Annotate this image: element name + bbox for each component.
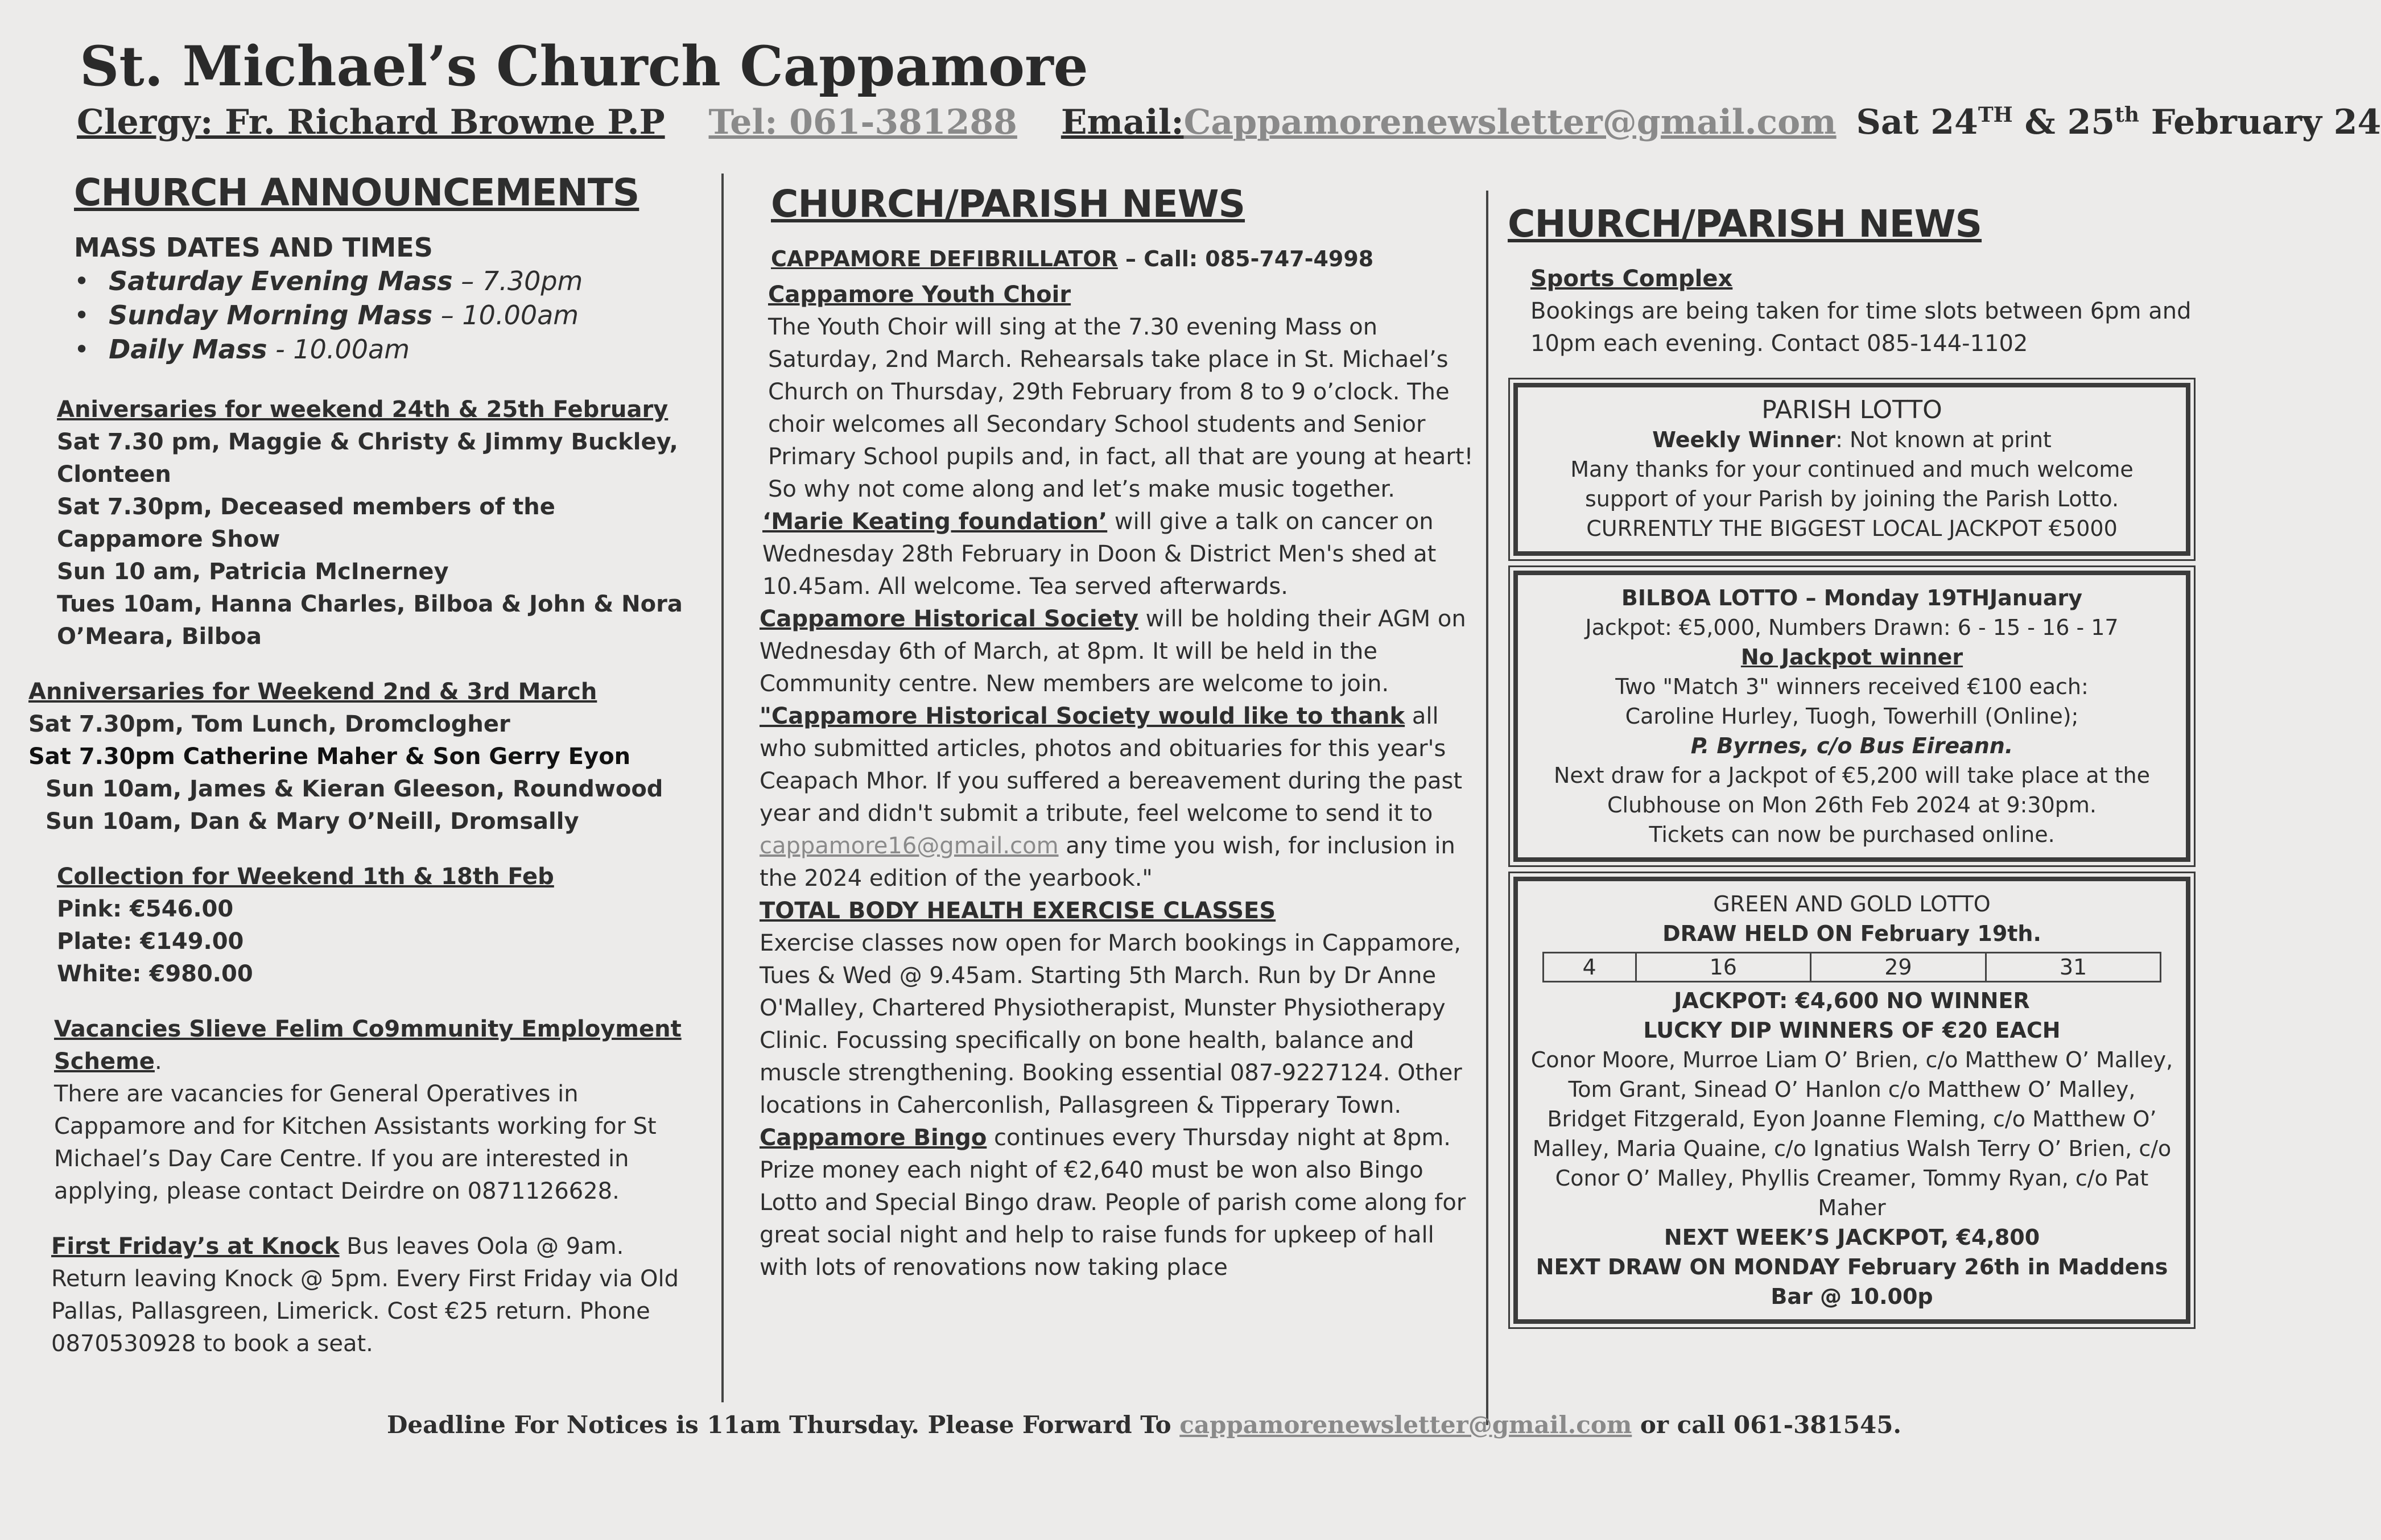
vacancies-heading: Vacancies Slieve Felim Co9mmunity Employment Scheme (54, 1016, 682, 1075)
green-gold-jackpot: JACKPOT: €4,600 NO WINNER (1674, 988, 2030, 1013)
header-email-link[interactable]: Cappamorenewsletter@gmail.com (1183, 102, 1837, 142)
page-title: St. Michael’s Church Cappamore (80, 34, 1088, 98)
anniversary-entry: Sat 7.30pm, Tom Lunch, Dromclogher (28, 711, 510, 737)
collection-section (57, 861, 683, 990)
historical-society-section: Cappamore Historical Society will be holding their AGM on Wednesday 6th of March, at 8pm. It will be held in the Community centre. New members are welcome to join. (760, 606, 1466, 697)
mass-item: • Daily Mass - 10.00am (74, 332, 683, 366)
bilboa-lotto-box (1513, 571, 2190, 862)
collection-pink: Pink: €546.00 (57, 896, 234, 922)
drawn-number: 16 (1636, 953, 1811, 982)
knock-text: Bus leaves Oola @ 9am. Return leaving Knock @ 5pm. Every First Friday via Old Pallas, Pallasgreen, Limerick. Cost €25 return. Phone 0870530928 to book a seat. (51, 1233, 679, 1357)
footer-email-link[interactable]: cappamorenewsletter@gmail.com (1179, 1411, 1632, 1439)
header-contact-line (77, 102, 2381, 142)
mass-item: • Saturday Evening Mass – 7.30pm (74, 264, 683, 298)
keating-heading: ‘Marie Keating foundation’ (762, 509, 1108, 535)
historical-society-heading: Cappamore Historical Society (760, 606, 1138, 632)
column-divider-1 (721, 174, 724, 1402)
parish-lotto-thanks: Many thanks for your continued and much welcome support of your Parish by joining the Parish Lotto. (1570, 457, 2134, 511)
anniversary-entry: Sun 10am, James & Kieran Gleeson, Roundwood (46, 776, 663, 802)
column-title: CHURCH ANNOUNCEMENTS (74, 171, 639, 214)
green-gold-lotto-box (1513, 877, 2190, 1324)
green-gold-next-jackpot: NEXT WEEK’S JACKPOT, €4,800 (1664, 1225, 2040, 1250)
defibrillator-phone: – Call: 085-747-4998 (1117, 246, 1374, 271)
green-gold-next-draw: NEXT DRAW ON MONDAY February 26th in Maddens Bar @ 10.00p (1536, 1254, 2168, 1309)
knock-heading: First Friday’s at Knock (51, 1233, 340, 1260)
green-gold-winners: Conor Moore, Murroe Liam O’ Brien, c/o Matthew O’ Malley, Tom Grant, Sinead O’ Hanlon c/o Matthew O’ Malley, Bridget Fitzgerald, Eyon Joanne Fleming, c/o Matthew O’ Malley, Maria Quaine, c/o Ignatius Walsh Terry O’ Brien, c/o Conor O’ Malley, Phyllis Creamer, Tommy Ryan, c/o Pat Maher (1530, 1047, 2173, 1220)
bilboa-next-draw: Next draw for a Jackpot of €5,200 will take place at the Clubhouse on Mon 26th Feb 2024 at 9:30pm. (1553, 763, 2151, 818)
historical-thanks-section: "Cappamore Historical Society would like to thank all who submitted articles, photos and obituaries for this year's Ceapach Mhor. If you suffered a bereavement during the past year and didn't submit a tribute, feel welcome to send it to cappamore16@gmail.com any time you wish, for inclusion in the 2024 edition of the yearbook." (760, 703, 1463, 891)
column-divider-2 (1486, 191, 1488, 1425)
mass-item: • Sunday Morning Mass – 10.00am (74, 298, 683, 332)
anniversaries-heading-1: Aniversaries for weekend 24th & 25th February (57, 397, 669, 423)
anniversary-entry: Sat 7.30pm, Deceased members of the Cappamore Show (57, 494, 555, 552)
yearbook-email-link[interactable]: cappamore16@gmail.com (760, 833, 1059, 859)
anniversaries-section-2 (28, 676, 683, 838)
anniversary-entry: Sun 10am, Dan & Mary O’Neill, Dromsally (46, 808, 579, 835)
bingo-section: Cappamore Bingo continues every Thursday night at 8pm. Prize money each night of €2,640 must be won also Bingo Lotto and Special Bingo draw. People of parish come along for great social night and help to raise funds for upkeep of hall with lots of renovations now taking place (760, 1125, 1466, 1281)
exercise-text: Exercise classes now open for March bookings in Cappamore, Tues & Wed @ 9.45am. Starting 5th March. Run by Dr Anne O'Malley, Chartered Physiotherapist, Munster Physiotherapy Clinic. Focussing specifically on bone health, balance and muscle strengthening. Booking essential 087-9227124. Other locations in Caherconlish, Pallasgreen & Tipperary Town. (760, 930, 1462, 1118)
weekly-winner-text: : Not known at print (1835, 427, 2052, 452)
collection-heading: Collection for Weekend 1th & 18th Feb (57, 864, 554, 890)
knock-section (51, 1231, 683, 1360)
historical-thanks-heading: "Cappamore Historical Society would like to thank (760, 703, 1405, 729)
anniversaries-heading-2: Anniversaries for Weekend 2nd & 3rd March (28, 679, 597, 705)
vacancies-text: There are vacancies for General Operatives in Cappamore and for Kitchen Assistants working for St Michael’s Day Care Centre. If you are interested in applying, please contact Deirdre on 0871126628. (54, 1081, 657, 1204)
column-title: CHURCH/PARISH NEWS (771, 182, 1245, 226)
defibrillator-heading: CAPPAMORE DEFIBRILLATOR (771, 246, 1118, 271)
youth-choir-section (768, 279, 1474, 506)
mass-list (74, 264, 683, 366)
mass-heading: MASS DATES AND TIMES (74, 232, 433, 263)
date-range: Sat 24TH & 25th February 24 (1856, 102, 2381, 142)
bilboa-match3: Two "Match 3" winners received €100 each: (1615, 674, 2089, 699)
bilboa-lotto-numbers: Jackpot: €5,000, Numbers Drawn: 6 - 15 - 16 - 17 (1585, 615, 2119, 640)
bilboa-no-winner: No Jackpot winner (1740, 645, 1963, 670)
email-label: Email: (1060, 102, 1184, 142)
parish-news-column-right (1508, 202, 2196, 1339)
bilboa-winner-1: Caroline Hurley, Tuogh, Towerhill (Online); (1625, 704, 2079, 729)
bingo-heading: Cappamore Bingo (760, 1125, 987, 1151)
collection-plate: Plate: €149.00 (57, 928, 244, 955)
drawn-number: 29 (1811, 953, 1986, 982)
collection-white: White: €980.00 (57, 961, 253, 987)
clergy-label: Clergy: Fr. Richard Browne P.P (77, 102, 665, 142)
column-title: CHURCH/PARISH NEWS (1508, 202, 1982, 246)
bilboa-lotto-title: BILBOA LOTTO – Monday 19THJanuary (1621, 585, 2083, 610)
anniversary-entry: Sat 7.30pm Catherine Maher & Son Gerry Eyon (28, 744, 631, 770)
bilboa-winner-2: P. Byrnes, c/o Bus Eireann. (1690, 733, 2013, 758)
drawn-number: 4 (1543, 953, 1636, 982)
parish-news-column (745, 182, 1474, 1284)
parish-lotto-jackpot: CURRENTLY THE BIGGEST LOCAL JACKPOT €5000 (1586, 516, 2118, 541)
anniversaries-section-1 (57, 394, 683, 653)
green-gold-lucky-dip: LUCKY DIP WINNERS OF €20 EACH (1643, 1018, 2061, 1043)
parish-lotto-box (1513, 383, 2190, 556)
green-gold-numbers-table (1542, 952, 2162, 982)
sports-complex-text: Bookings are being taken for time slots between 6pm and 10pm each evening. Contact 085-144-1102 (1530, 298, 2192, 357)
weekly-winner-label: Weekly Winner (1652, 427, 1836, 452)
tel-label: Tel: 061-381288 (708, 102, 1017, 142)
bilboa-tickets: Tickets can now be purchased online. (1649, 822, 2055, 847)
youth-choir-text: The Youth Choir will sing at the 7.30 evening Mass on Saturday, 2nd March. Rehearsals take place in St. Michael’s Church on Thursday, 29th February from 8 to 9 o’clock. The choir welcomes all Secondary School students and Senior Primary School pupils and, in fact, all that are young at heart! So why not come along and let’s make music together. (768, 314, 1474, 502)
parish-lotto-title: PARISH LOTTO (1761, 395, 1942, 424)
green-gold-draw-date: DRAW HELD ON February 19th. (1662, 921, 2041, 946)
exercise-heading: TOTAL BODY HEALTH EXERCISE CLASSES (760, 898, 1276, 924)
anniversary-entry: Sat 7.30 pm, Maggie & Christy & Jimmy Buckley, Clonteen (57, 429, 678, 488)
anniversary-entry: Sun 10 am, Patricia McInerney (57, 559, 449, 585)
sports-complex-heading: Sports Complex (1530, 266, 1733, 292)
anniversary-entry: Tues 10am, Hanna Charles, Bilboa & John & Nora O’Meara, Bilboa (57, 591, 683, 650)
vacancies-section: Vacancies Slieve Felim Co9mmunity Employment Scheme. There are vacancies for General Operatives in Cappamore and for Kitchen Assistants working for St Michael’s Day Care Centre. If you are interested in applying, please contact Deirdre on 0871126628. (54, 1013, 683, 1208)
youth-choir-heading: Cappamore Youth Choir (768, 282, 1071, 308)
footer-deadline: Deadline For Notices is 11am Thursday. Please Forward To cappamorenewsletter@gmail.com or call 061-381545. (387, 1411, 1902, 1439)
sports-complex-section (1530, 263, 2196, 360)
green-gold-title: GREEN AND GOLD LOTTO (1713, 891, 1991, 916)
drawn-number: 31 (1986, 953, 2161, 982)
keating-section: ‘Marie Keating foundation’ will give a talk on cancer on Wednesday 28th February in Doon & District Men's shed at 10.45am. All welcome. Tea served afterwards. (762, 509, 1437, 600)
exercise-section (760, 895, 1474, 1122)
church-announcements-column (28, 171, 683, 1360)
